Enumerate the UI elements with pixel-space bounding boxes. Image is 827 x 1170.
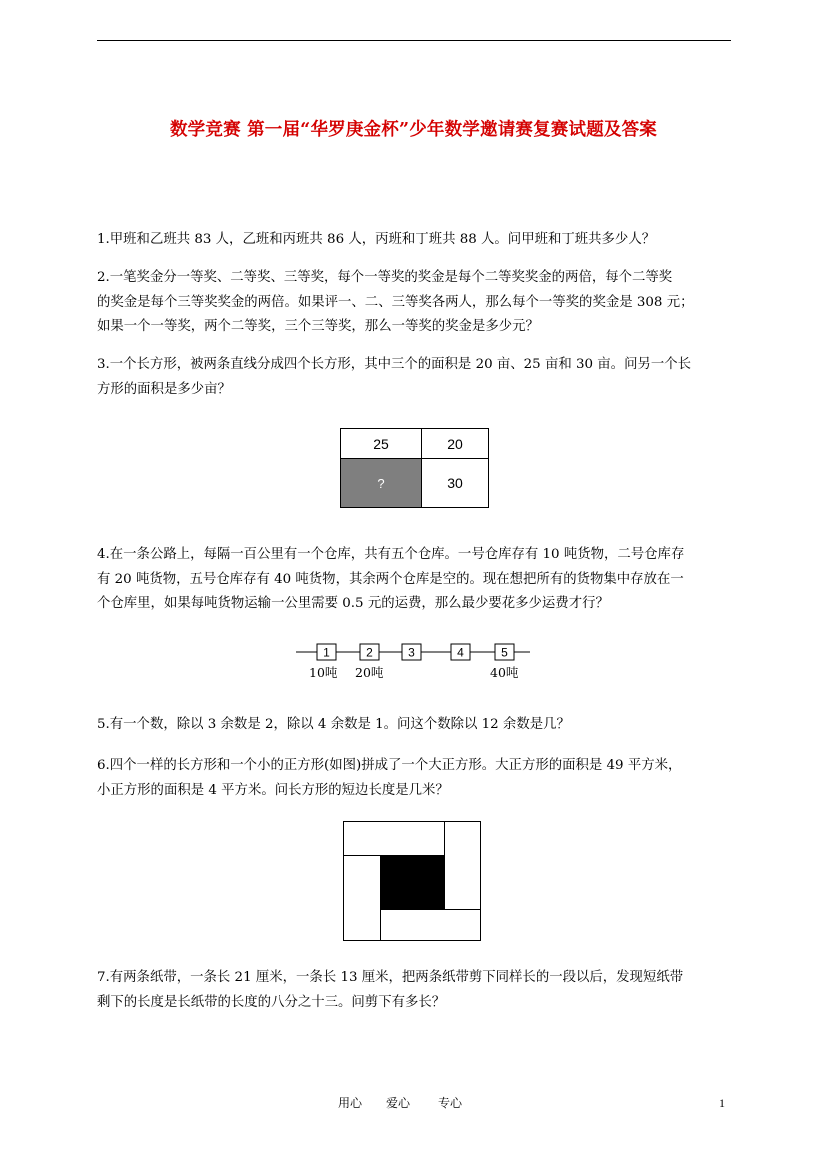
rectangle-top [344, 822, 445, 856]
question-6 [97, 754, 733, 803]
small-square [380, 855, 445, 910]
grid-cell-bottom-right: 30 [421, 458, 489, 508]
question-7 [97, 966, 733, 1015]
warehouse-box-1 [317, 644, 336, 660]
footer-text-2: 爱心 [386, 1096, 411, 1110]
grid-cell-top-left: 25 [340, 428, 422, 459]
question-4 [97, 543, 733, 617]
warehouse-box-3 [402, 644, 421, 660]
question-line: 5.有一个数，除以 3 余数是 2，除以 4 余数是 1。问这个数除以 12 余数是几？ [97, 717, 570, 732]
rectangle-left [344, 855, 381, 941]
warehouse-number: 4 [457, 645, 464, 660]
warehouse-number: 2 [366, 645, 373, 660]
page-number: 1 [719, 1096, 725, 1110]
question-line: 有 20 吨货物，五号仓库存有 40 吨货物，其余两个仓库是空的。现在想把所有的货物集中存放在一 [97, 571, 684, 587]
square-rectangles-figure [343, 821, 481, 941]
question-line: 4.在一条公路上，每隔一百公里有一个仓库，共有五个仓库。一号仓库存有 10 吨货物，二号仓库存 [97, 547, 685, 562]
question-line: 1.甲班和乙班共 83 人，乙班和丙班共 86 人，丙班和丁班共 88 人。问甲班和丁班共多少人？ [97, 232, 656, 247]
question-line: 方形的面积是多少亩？ [97, 381, 231, 397]
question-line: 7.有两条纸带，一条长 21 厘米，一条长 13 厘米，把两条纸带剪下同样长的一段以后，发现短纸带 [97, 970, 684, 985]
warehouse-road-figure [290, 640, 535, 685]
page-title: 数学竞赛 第一届“华罗庚金杯”少年数学邀请赛复赛试题及答案 [169, 120, 658, 140]
warehouse-box-4 [451, 644, 470, 660]
question-line: 6.四个一样的长方形和一个小的正方形(如图)拼成了一个大正方形。大正方形的面积是 49 平方米， [97, 758, 682, 773]
question-3 [97, 353, 733, 402]
header-rule [97, 40, 731, 41]
warehouse-box-5 [495, 644, 514, 660]
question-line: 剩下的长度是长纸带的长度的八分之十三。问剪下有多长？ [97, 994, 446, 1010]
question-5 [97, 713, 733, 738]
warehouse-number: 3 [408, 645, 415, 660]
question-line: 3.一个长方形，被两条直线分成四个长方形，其中三个的面积是 20 亩、25 亩和 30 亩。问另一个长 [97, 357, 692, 372]
question-line: 小正方形的面积是 4 平方米。问长方形的短边长度是几米？ [97, 782, 449, 798]
question-line: 如果一个一等奖，两个二等奖，三个三等奖，那么一等奖的奖金是多少元？ [97, 319, 539, 334]
question-line: 2.一笔奖金分一等奖、二等奖、三等奖，每个一等奖的奖金是每个二等奖奖金的两倍，每个二等奖 [97, 270, 673, 285]
footer-text-3: 专心 [438, 1096, 463, 1110]
weight-label-1: 10吨 [309, 665, 338, 680]
question-line: 个仓库里，如果每吨货物运输一公里需要 0.5 元的运费，那么最少要花多少运费才行？ [97, 596, 609, 611]
grid-cell-top-right: 20 [421, 428, 489, 459]
question-2 [97, 266, 733, 340]
warehouse-number: 1 [323, 645, 330, 660]
footer-text-1: 用心 [338, 1096, 363, 1110]
grid-cell-unknown: ? [340, 458, 422, 508]
question-1 [97, 228, 733, 253]
weight-label-2: 20吨 [355, 665, 384, 680]
warehouse-number: 5 [501, 645, 508, 660]
weight-label-5: 40吨 [490, 665, 519, 680]
rectangle-bottom [380, 909, 481, 941]
rectangle-right [444, 822, 481, 910]
rectangle-grid-figure [340, 428, 489, 508]
question-line: 的奖金是每个三等奖奖金的两倍。如果评一、二、三等奖各两人，那么每个一等奖的奖金是 308 元； [97, 294, 694, 310]
warehouse-box-2 [360, 644, 379, 660]
